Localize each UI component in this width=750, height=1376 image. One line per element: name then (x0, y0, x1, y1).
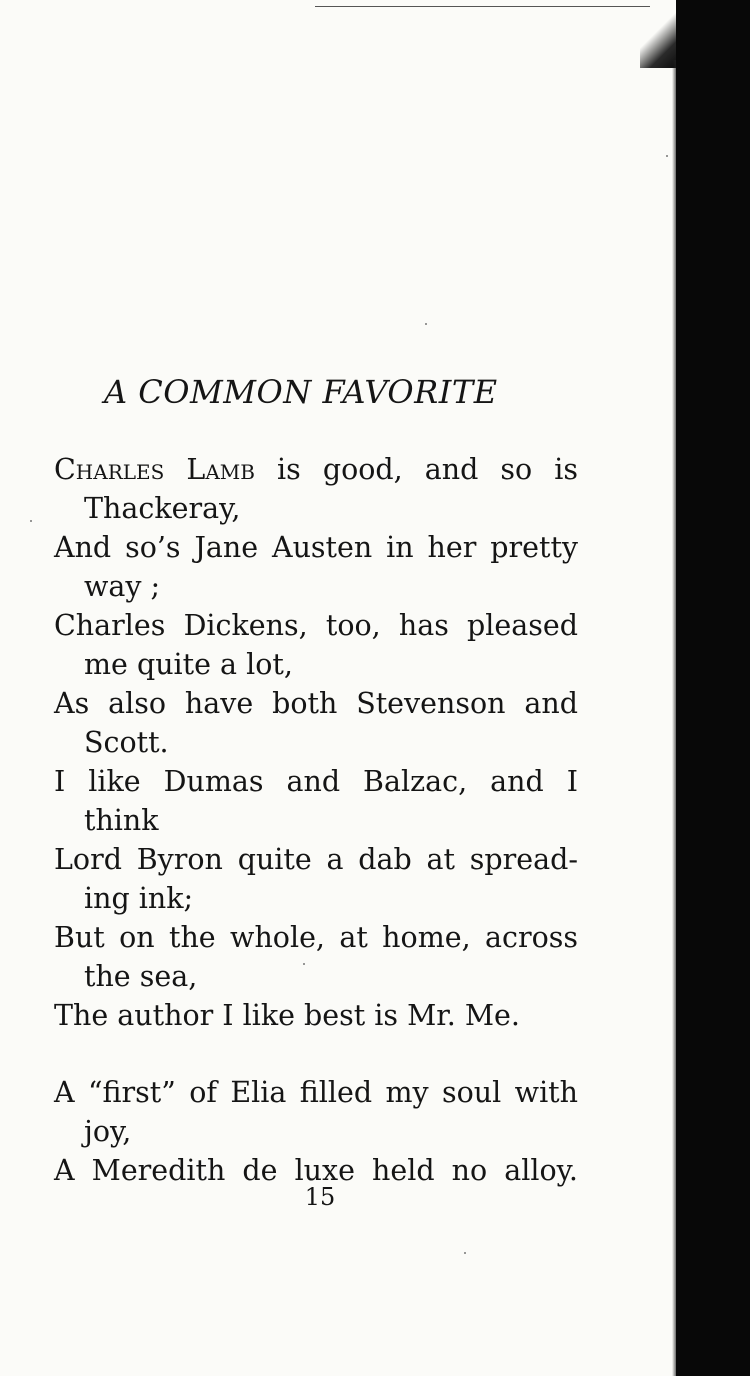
page-corner-shadow (640, 8, 680, 68)
book-binding-gutter (676, 0, 750, 1376)
poem-line-continuation: joy, (84, 1115, 132, 1148)
author-name-smallcaps: Charles Lamb (54, 453, 255, 486)
poem-line-text: is good, and so is (254, 453, 578, 486)
poem-line: Charles Dickens, too, has pleased (54, 609, 578, 642)
paper-speck (30, 520, 32, 522)
poem-line: But on the whole, at home, across (54, 921, 578, 954)
poem-line: Lord Byron quite a dab at spread- (54, 843, 578, 876)
poem-line-continuation: think (84, 804, 159, 837)
poem-line-continuation: way ; (84, 570, 161, 603)
paper-speck (666, 155, 668, 157)
poem-line-continuation: me quite a lot, (84, 648, 293, 681)
poem-line: The author I like best is Mr. Me. (54, 999, 520, 1032)
page-top-edge (315, 6, 650, 7)
poem-body (54, 450, 578, 1190)
page-number: 15 (304, 1183, 336, 1211)
poem-line-continuation: ing ink; (84, 882, 194, 915)
poem-line (54, 450, 578, 489)
poem-line-continuation: Thackeray, (84, 492, 241, 525)
poem-line: As also have both Stevenson and (54, 687, 578, 720)
poem-line: And so’s Jane Austen in her pretty (54, 531, 578, 564)
poem-line: A Meredith de luxe held no alloy. (54, 1154, 578, 1187)
poem-line: A “first” of Elia filled my soul with (54, 1076, 578, 1109)
poem-line-continuation: Scott. (84, 726, 169, 759)
paper-speck (464, 1252, 466, 1254)
paper-speck (425, 323, 427, 325)
poem-line-continuation: the sea, (84, 960, 198, 993)
poem-line: I like Dumas and Balzac, and I (54, 765, 578, 798)
stanza-break (54, 1035, 578, 1073)
page-title: A COMMON FAVORITE (104, 373, 498, 411)
